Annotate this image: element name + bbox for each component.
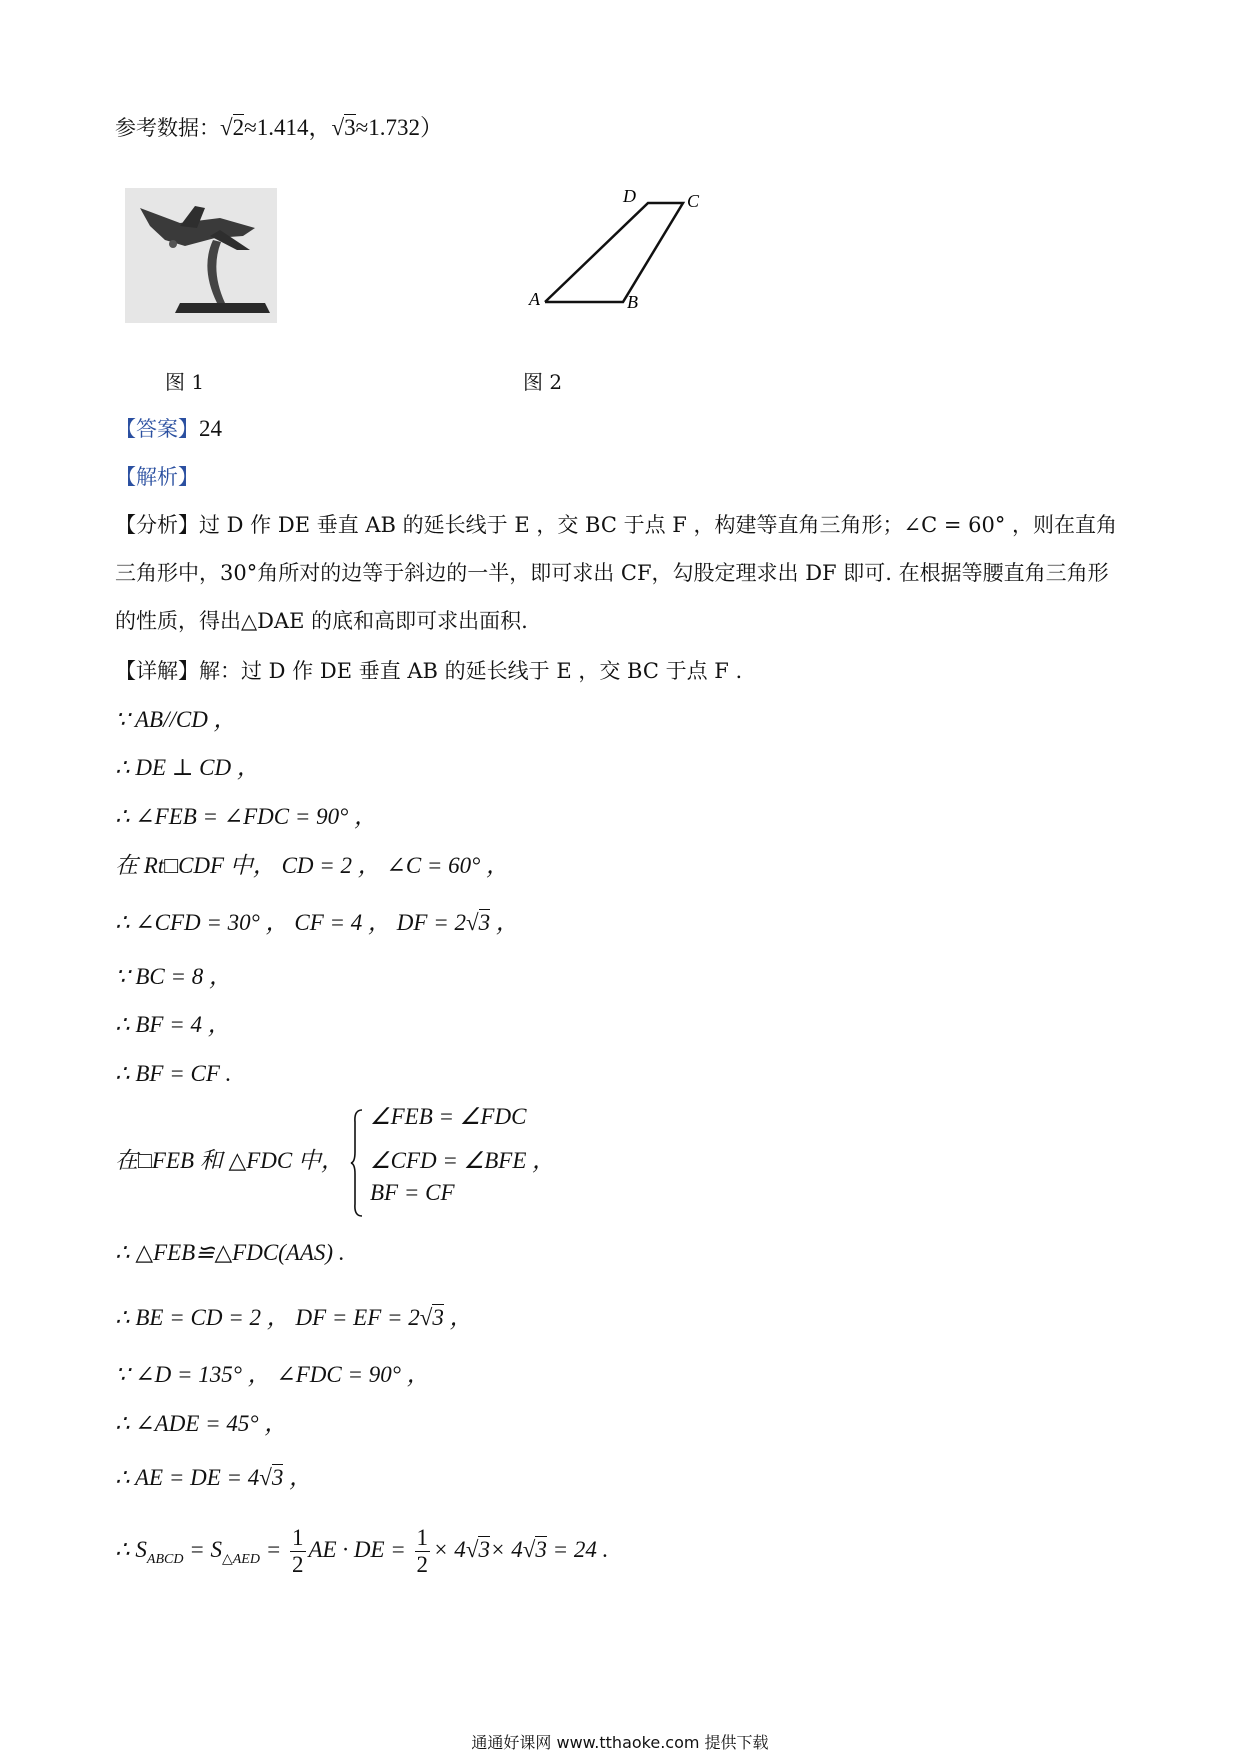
figure1-caption: 图 1 [165,370,205,394]
reference-label: 参考数据： [115,116,220,140]
step-5-radicand: 3 [478,910,491,935]
fenxi-line-3: 的性质，得出△DAE 的底和高即可求出面积. [115,609,528,633]
answer-value: 24 [199,416,222,441]
system-eq-3: BF = CF [370,1180,455,1205]
area-factor-1: × 4 [433,1537,466,1562]
area-equals: = [259,1537,287,1562]
system-eq-2: ∠CFD = ∠BFE ， [370,1148,556,1173]
area-factor-2: × 4 [489,1537,523,1562]
step-11-text: ∴ BE = CD = 2 ， DF = EF = 2 [115,1305,420,1330]
area-radicand-2: 3 [535,1537,547,1562]
detail-intro-text: 解：过 D 作 DE 垂直 AB 的延长线于 E ，交 BC 于点 F . [199,659,743,683]
area-product: AE · DE = [308,1537,412,1562]
step-11-radicand: 3 [432,1305,444,1330]
step-4: 在 Rt□CDF 中， CD = 2 ， ∠C = 60° ， [115,853,510,878]
answer-line [115,414,222,444]
detail-intro-line [115,656,742,686]
fraction-1-numerator: 1 [292,1525,304,1551]
step-2: ∴ DE ⊥ CD ， [115,755,260,780]
area-result: = 24 . [546,1537,609,1562]
step-6: ∵ BC = 8 ， [115,964,233,989]
area-symbol: ∴ S [115,1537,147,1562]
area-sub-aed: △AED [221,1552,260,1567]
fenxi-tag: 【分析】 [115,513,199,537]
vertex-b-label: B [627,292,638,312]
fenxi-line-1 [115,510,1117,540]
fraction-2-denominator: 2 [416,1552,429,1578]
step-11-end: ， [443,1305,473,1330]
area-radicand-1: 3 [478,1537,490,1562]
answer-tag: 【答案】 [115,417,199,441]
step-14-text: ∴ AE = DE = 4 [115,1465,260,1490]
step-15-area: ∴ $S_{ABCD} = S_{\triangle AED}$ = $\frac{1}{2}$ AE · DE = $\frac{1}{2}$ × 4√3× 4√3 = 24 . [115,1525,609,1578]
step-1: ∵ AB//CD ， [115,707,237,732]
step-14-radicand: 3 [271,1465,284,1490]
step-10: ∴ △FEB≌△FDC(AAS) . [115,1240,345,1265]
vertex-c-label: C [687,191,700,211]
fenxi-line-2: 三角形中，30°角所对的边等于斜边的一半，即可求出 CF，勾股定理求出 DF 即可. 在根据等腰直角三角形 [115,561,1109,585]
step-14-end: ， [283,1465,313,1490]
analysis-tag: 【解析】 [115,465,199,489]
step-5-end: ， [490,910,519,935]
step-11: ∴ BE = CD = 2 ， DF = EF = 2√3 ， [115,1305,473,1330]
area-symbol-2: = S [183,1537,222,1562]
fenxi-text-1: 过 D 作 DE 垂直 AB 的延长线于 E ，交 BC 于点 F ，构建等直角三角形；∠C = 60° ，则在直角 [199,513,1117,537]
detail-tag: 【详解】 [115,659,199,683]
step-5: ∴ ∠CFD = 30° ， CF = 4 ， DF = 2√3 ， [115,910,519,935]
airplane-model-figure [125,188,277,323]
fraction-1-denominator: 2 [292,1552,304,1578]
quadrilateral-figure [515,180,715,340]
sqrt2-approx: ≈1.414， [244,115,332,140]
sqrt3-approx: ≈1.732） [355,115,443,140]
fraction-2-numerator: 1 [416,1525,429,1551]
step-12: ∵ ∠D = 135° ， ∠FDC = 90° ， [115,1362,430,1387]
step-14: ∴ AE = DE = 4√3 ， [115,1465,313,1490]
fraction-half-1 [290,1525,306,1578]
sqrt2-value: 2 [232,115,245,140]
step-8: ∴ BF = CF . [115,1061,232,1086]
vertex-d-label: D [623,186,636,206]
reference-data-line: 参考数据：√2≈1.414，√3≈1.732） [115,115,443,140]
step-3: ∴ ∠FEB = ∠FDC = 90° ， [115,804,378,829]
figure2-caption: 图 2 [523,370,563,394]
sqrt3-value: 3 [344,115,356,140]
analysis-tag-line [115,462,199,492]
left-brace-icon [350,1108,364,1218]
step-7: ∴ BF = 4 ， [115,1012,231,1037]
page-footer: 通通好课网 www.tthaoke.com 提供下载 [471,1733,769,1752]
system-eq-1: ∠FEB = ∠FDC [370,1104,527,1129]
step-13: ∴ ∠ADE = 45° ， [115,1411,288,1436]
fraction-half-2 [415,1525,431,1578]
step-9: 在□FEB 和 △FDC 中， [115,1148,344,1173]
area-sub-abcd: ABCD [146,1552,184,1567]
step-5-text: ∴ ∠CFD = 30° ， CF = 4 ， DF = 2 [115,910,466,935]
vertex-a-label: A [529,289,540,309]
